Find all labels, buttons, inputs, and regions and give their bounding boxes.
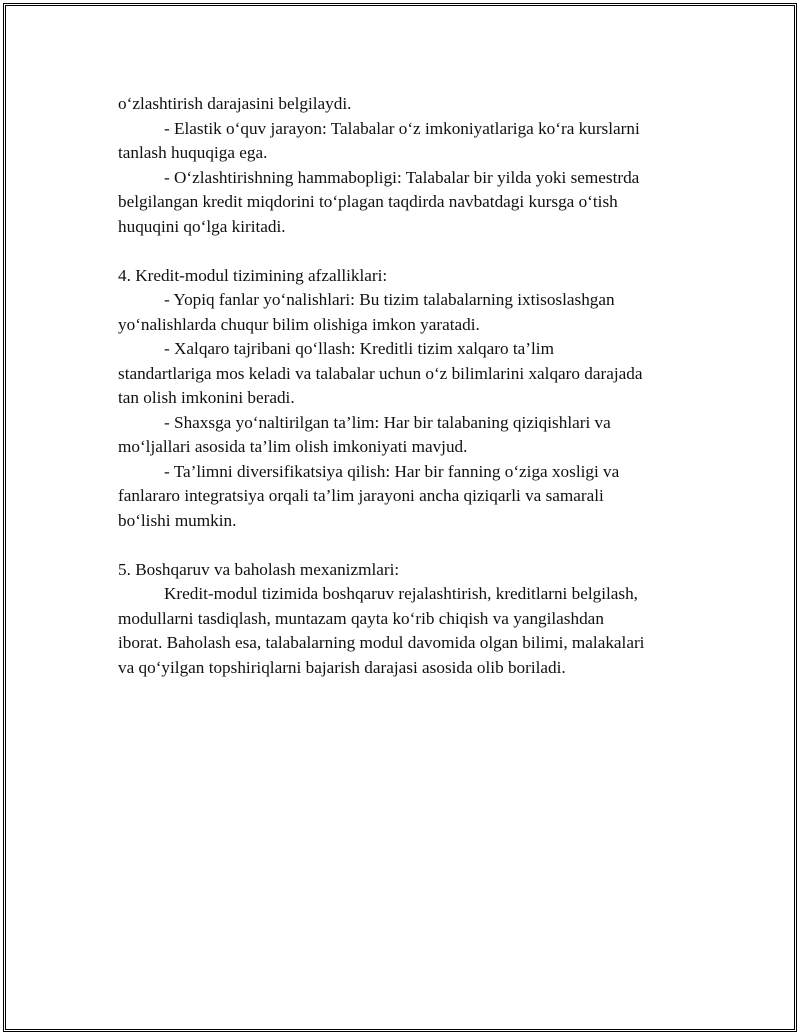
list-item-line: - O‘zlashtirishning hammabopligi: Talabalar bir yilda yoki semestrda — [164, 167, 640, 187]
paragraph-line: o‘zlashtirish darajasini belgilaydi. — [118, 94, 352, 113]
paragraph-line: va qo‘yilgan topshiriqlarni bajarish darajasi asosida olib boriladi. — [118, 657, 566, 677]
paragraph-line: iborat. Baholash esa, talabalarning modul davomida olgan bilimi, malakalari — [118, 633, 645, 652]
list-item-line: - Xalqaro tajribani qo‘llash: Kreditli tizim xalqaro ta’lim — [164, 339, 554, 358]
section-heading: 5. Boshqaruv va baholash mexanizmlari: — [118, 559, 400, 579]
paragraph-line: mo‘ljallari asosida ta’lim olish imkoniyati mavjud. — [118, 437, 468, 456]
list-item-line: - Elastik o‘quv jarayon: Talabalar o‘z imkoniyatlariga ko‘ra kurslarni — [164, 118, 640, 138]
document-body — [118, 92, 678, 680]
paragraph-line: tan olish imkonini beradi. — [118, 388, 295, 407]
paragraph-spacer — [118, 239, 678, 264]
paragraph-line: fanlararo integratsiya orqali ta’lim jarayoni ancha qiziqarli va samarali — [118, 486, 604, 505]
paragraph-spacer — [118, 533, 678, 558]
paragraph-line: Kredit-modul tizimida boshqaruv rejalashtirish, kreditlarni belgilash, — [164, 584, 638, 603]
paragraph-line: standartlariga mos keladi va talabalar uchun o‘z bilimlarini xalqaro darajada — [118, 363, 643, 383]
paragraph-line: modullarni tasdiqlash, muntazam qayta ko‘rib chiqish va yangilashdan — [118, 608, 604, 628]
paragraph-line: yo‘nalishlarda chuqur bilim olishiga imkon yaratadi. — [118, 314, 480, 334]
paragraph-line: huquqini qo‘lga kiritadi. — [118, 216, 286, 236]
paragraph-line: belgilangan kredit miqdorini to‘plagan taqdirda navbatdagi kursga o‘tish — [118, 192, 618, 211]
list-item-line: - Yopiq fanlar yo‘nalishlari: Bu tizim talabalarning ixtisoslashgan — [164, 290, 615, 309]
paragraph-line: tanlash huquqiga ega. — [118, 143, 268, 162]
list-item-line: - Ta’limni diversifikatsiya qilish: Har bir fanning o‘ziga xosligi va — [164, 461, 620, 481]
section-heading: 4. Kredit-modul tizimining afzalliklari: — [118, 265, 388, 285]
list-item-line: - Shaxsga yo‘naltirilgan ta’lim: Har bir talabaning qiziqishlari va — [164, 412, 611, 432]
paragraph-line: bo‘lishi mumkin. — [118, 510, 237, 530]
